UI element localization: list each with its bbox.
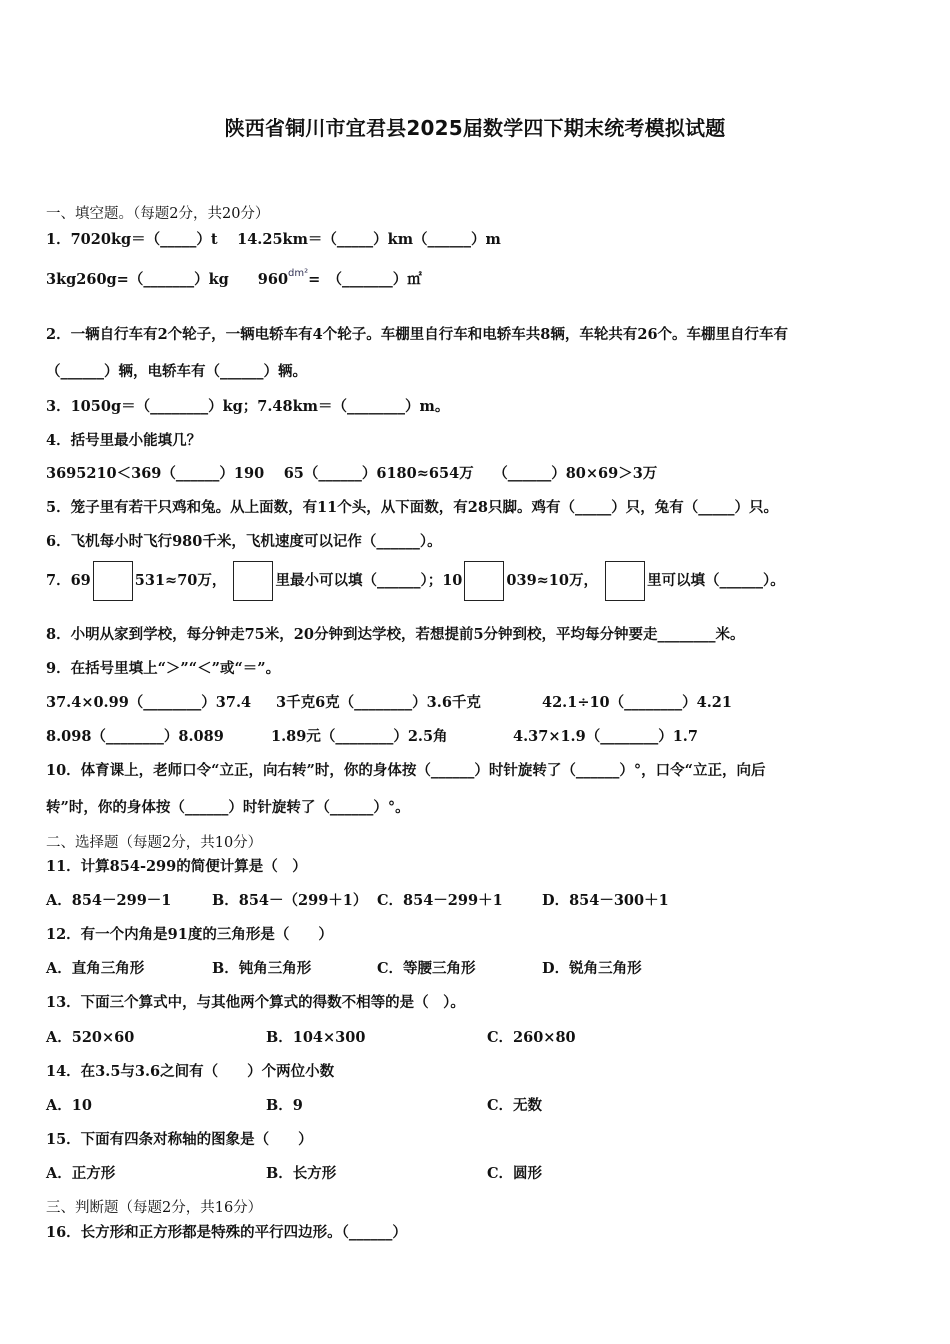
answer-box-1 [93, 561, 133, 601]
question-7-part-2: 531≈70万， [134, 572, 227, 589]
option-a: A．10 [46, 1097, 92, 1114]
question-9-item: 3千克6克（________）3.6千克 [276, 694, 481, 711]
section-choice-heading: 二、选择题（每题2分，共10分） [46, 835, 263, 851]
question-12-options [46, 957, 642, 978]
option-c: C．260×80 [487, 1029, 576, 1046]
section-judgement-heading: 三、判断题（每题2分，共16分） [46, 1200, 263, 1216]
question-7-part-1: 7．69 [46, 572, 91, 589]
question-9: 9．在括号里填上“＞”“＜”或“＝”。 [46, 660, 281, 677]
question-6: 6．飞机每小时飞行980千米，飞机速度可以记作（______）。 [46, 533, 442, 550]
question-9-row-1 [46, 691, 732, 712]
option-a: A．520×60 [46, 1029, 135, 1046]
option-b: B．9 [266, 1097, 303, 1114]
option-a: A．直角三角形 [46, 960, 145, 977]
question-16: 16．长方形和正方形都是特殊的平行四边形。（______） [46, 1224, 407, 1241]
question-9-item: 42.1÷10（________）4.21 [542, 694, 732, 711]
question-9-item: 37.4×0.99（________）37.4 [46, 694, 252, 711]
question-5: 5．笼子里有若干只鸡和兔。从上面数，有11个头，从下面数，有28只脚。鸡有（_____）只，兔有（_____）只。 [46, 499, 778, 516]
question-3: 3．1050g＝（________）kg；7.48km＝（________）m。 [46, 398, 450, 415]
answer-box-4 [605, 561, 645, 601]
option-b: B．854－（299＋1） [212, 892, 368, 909]
option-b: B．钝角三角形 [212, 960, 312, 977]
question-7 [46, 561, 785, 601]
question-11: 11．计算854-299的简便计算是（ ） [46, 858, 307, 875]
question-4-items: 3695210＜369（______）190 65（______）6180≈654万 （______）80×69＞3万 [46, 465, 658, 482]
question-8: 8．小明从家到学校，每分钟走75米，20分钟到达学校，若想提前5分钟到校，平均每分钟要走________米。 [46, 626, 745, 643]
question-2-line-2: （______）辆，电轿车有（______）辆。 [46, 363, 307, 380]
question-11-options [46, 889, 669, 910]
question-13-options [46, 1026, 576, 1047]
question-12: 12．有一个内角是91度的三角形是（ ） [46, 926, 333, 943]
question-14: 14．在3.5与3.6之间有（ ）个两位小数 [46, 1063, 335, 1080]
question-7-part-3: 里最小可以填（______）；10 [275, 572, 463, 589]
question-9-row-2 [46, 725, 698, 746]
question-2-line-1: 2．一辆自行车有2个轮子，一辆电轿车有4个轮子。车棚里自行车和电轿车共8辆，车轮共有26个。车棚里自行车有 [46, 326, 789, 343]
question-1-line-1: 1．7020kg＝（_____）t 14.25km＝（_____）km（______）m [46, 231, 501, 248]
question-7-part-4: 039≈10万， [506, 572, 598, 589]
dm2-unit: dm² [288, 268, 309, 279]
question-9-item: 1.89元（________）2.5角 [271, 728, 448, 745]
question-15: 15．下面有四条对称轴的图象是（ ） [46, 1131, 313, 1148]
question-15-options [46, 1162, 542, 1183]
page-title: 陕西省铜川市宜君县2025届数学四下期末统考模拟试题 [224, 116, 726, 140]
question-9-item: 8.098（________）8.089 [46, 728, 224, 745]
question-13: 13．下面三个算式中，与其他两个算式的得数不相等的是（ ）。 [46, 994, 465, 1011]
option-b: B．长方形 [266, 1165, 337, 1182]
option-a: A．854－299－1 [46, 892, 172, 909]
option-c: C．等腰三角形 [377, 960, 476, 977]
option-d: D．854－300＋1 [542, 892, 669, 909]
option-c: C．854－299＋1 [377, 892, 503, 909]
option-b: B．104×300 [266, 1029, 366, 1046]
question-1-part: 3kg260g=（_______）kg 960 [46, 271, 289, 288]
answer-box-2 [233, 561, 273, 601]
option-c: C．无数 [487, 1097, 543, 1114]
question-1-part-end: = （_______）㎡ [308, 271, 422, 288]
option-a: A．正方形 [46, 1165, 116, 1182]
question-1-line-2 [46, 268, 422, 289]
option-d: D．锐角三角形 [542, 960, 642, 977]
question-10-line-2: 转”时，你的身体按（______）时针旋转了（______）°。 [46, 799, 410, 816]
question-4: 4．括号里最小能填几？ [46, 432, 202, 449]
answer-box-3 [464, 561, 504, 601]
question-9-item: 4.37×1.9（________）1.7 [513, 728, 698, 745]
section-fill-blank-heading: 一、填空题。（每题2分，共20分） [46, 206, 270, 222]
question-14-options [46, 1094, 542, 1115]
question-7-part-5: 里可以填（______）。 [647, 572, 785, 589]
option-c: C．圆形 [487, 1165, 543, 1182]
question-10-line-1: 10．体育课上，老师口令“立正，向右转”时，你的身体按（______）时针旋转了（______）°，口令“立正，向后 [46, 762, 766, 779]
